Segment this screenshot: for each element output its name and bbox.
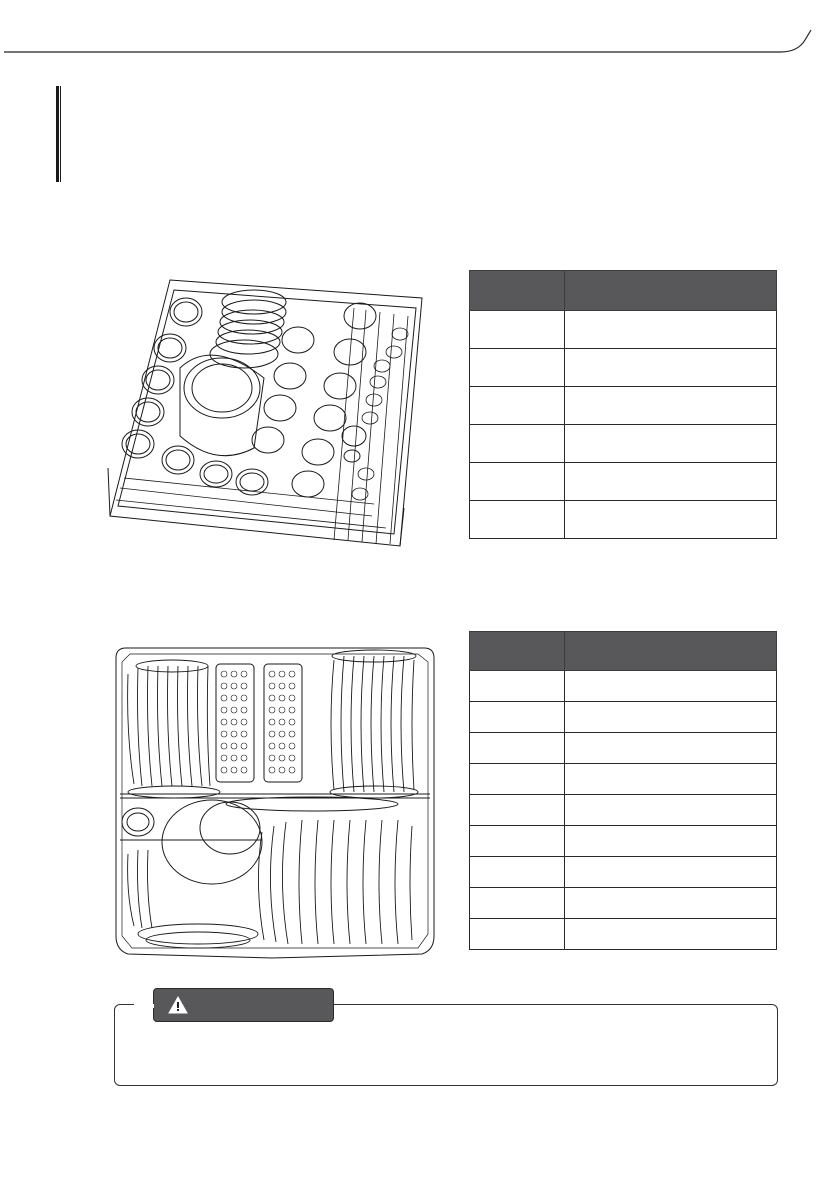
table-cell xyxy=(565,764,777,795)
table-row xyxy=(470,764,777,795)
table-cell xyxy=(470,387,565,425)
table-cell xyxy=(565,311,777,349)
table-row xyxy=(470,425,777,463)
table-cell xyxy=(470,425,565,463)
table-cell xyxy=(565,702,777,733)
warning-triangle-icon xyxy=(168,996,188,1014)
table-cell xyxy=(470,857,565,888)
table-cell xyxy=(565,501,777,539)
table-row xyxy=(470,671,777,702)
table-cell xyxy=(565,919,777,950)
table-header-cell xyxy=(565,271,777,311)
table-cell xyxy=(470,795,565,826)
table-row xyxy=(470,501,777,539)
table-row xyxy=(470,857,777,888)
table-cell xyxy=(565,888,777,919)
table-row xyxy=(470,311,777,349)
table-row xyxy=(470,702,777,733)
table-cell xyxy=(565,425,777,463)
table-cell xyxy=(470,826,565,857)
table-row xyxy=(470,349,777,387)
table-cell xyxy=(470,463,565,501)
warning-label-tab xyxy=(153,988,334,1022)
table-cell xyxy=(565,387,777,425)
table-row xyxy=(470,463,777,501)
table-cell xyxy=(470,888,565,919)
table-cell xyxy=(470,919,565,950)
table-cell xyxy=(565,795,777,826)
table-cell xyxy=(470,349,565,387)
table-cell xyxy=(470,733,565,764)
table-row xyxy=(470,826,777,857)
table-row xyxy=(470,888,777,919)
table-cell xyxy=(565,733,777,764)
upper-basket-illustration xyxy=(104,268,442,548)
table-header-row xyxy=(470,632,777,671)
lower-basket-illustration xyxy=(112,644,438,960)
table-cell xyxy=(565,857,777,888)
table-row xyxy=(470,919,777,950)
lower-basket-table xyxy=(469,631,777,950)
table-row xyxy=(470,795,777,826)
table-header-cell xyxy=(470,271,565,311)
table-cell xyxy=(565,463,777,501)
table-row xyxy=(470,733,777,764)
table-cell xyxy=(470,671,565,702)
upper-basket-table xyxy=(469,270,777,539)
table-cell xyxy=(470,311,565,349)
table-cell xyxy=(470,501,565,539)
table-header-row xyxy=(470,271,777,311)
table-cell xyxy=(470,702,565,733)
table-cell xyxy=(565,349,777,387)
table-cell xyxy=(470,764,565,795)
table-header-cell xyxy=(470,632,565,671)
table-row xyxy=(470,387,777,425)
table-cell xyxy=(565,826,777,857)
table-header-cell xyxy=(565,632,777,671)
section-heading-marker xyxy=(56,86,62,182)
table-cell xyxy=(565,671,777,702)
